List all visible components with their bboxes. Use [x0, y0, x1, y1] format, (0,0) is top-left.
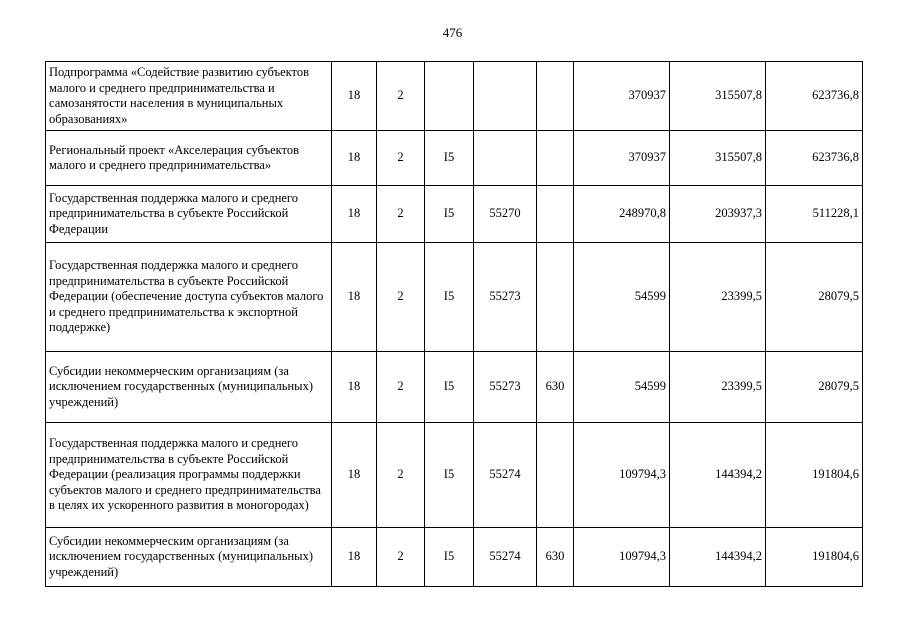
cell-pr: I5 [425, 131, 474, 186]
cell-vr [537, 131, 574, 186]
table-row [46, 528, 863, 587]
table-row [46, 62, 863, 131]
table-row [46, 352, 863, 423]
cell-value-2: 23399,5 [670, 352, 766, 423]
cell-value-2: 144394,2 [670, 423, 766, 528]
cell-value-2: 23399,5 [670, 243, 766, 352]
cell-rz: 2 [377, 423, 425, 528]
cell-cs: 55274 [474, 528, 537, 587]
cell-value-3: 623736,8 [766, 62, 863, 131]
row-name: Субсидии некоммерческим организациям (за исключением государственных (муниципальных) учреждений) [46, 528, 332, 587]
cell-vr [537, 186, 574, 243]
cell-gr: 18 [332, 131, 377, 186]
cell-rz: 2 [377, 243, 425, 352]
cell-value-1: 370937 [574, 62, 670, 131]
cell-rz: 2 [377, 528, 425, 587]
row-name: Государственная поддержка малого и среднего предпринимательства в субъекте Российской Федерации [46, 186, 332, 243]
cell-gr: 18 [332, 528, 377, 587]
cell-pr: I5 [425, 423, 474, 528]
cell-gr: 18 [332, 62, 377, 131]
row-name: Субсидии некоммерческим организациям (за исключением государственных (муниципальных) учреждений) [46, 352, 332, 423]
cell-rz: 2 [377, 62, 425, 131]
cell-cs [474, 131, 537, 186]
cell-rz: 2 [377, 186, 425, 243]
cell-gr: 18 [332, 186, 377, 243]
cell-cs: 55273 [474, 243, 537, 352]
cell-rz: 2 [377, 131, 425, 186]
cell-gr: 18 [332, 423, 377, 528]
cell-value-3: 28079,5 [766, 243, 863, 352]
cell-pr [425, 62, 474, 131]
cell-value-3: 191804,6 [766, 528, 863, 587]
cell-pr: I5 [425, 352, 474, 423]
cell-pr: I5 [425, 528, 474, 587]
cell-cs [474, 62, 537, 131]
cell-value-1: 248970,8 [574, 186, 670, 243]
row-name: Подпрограмма «Содействие развитию субъектов малого и среднего предпринимательства и самозанятости населения в муниципальных образованиях» [46, 62, 332, 131]
cell-rz: 2 [377, 352, 425, 423]
cell-value-1: 54599 [574, 243, 670, 352]
cell-pr: I5 [425, 243, 474, 352]
cell-gr: 18 [332, 243, 377, 352]
cell-gr: 18 [332, 352, 377, 423]
cell-cs: 55273 [474, 352, 537, 423]
table-row [46, 423, 863, 528]
row-name: Региональный проект «Акселерация субъектов малого и среднего предпринимательства» [46, 131, 332, 186]
cell-value-3: 191804,6 [766, 423, 863, 528]
cell-value-2: 203937,3 [670, 186, 766, 243]
budget-table [45, 61, 863, 587]
table-row [46, 243, 863, 352]
page-number: 476 [442, 25, 463, 40]
cell-cs: 55274 [474, 423, 537, 528]
cell-vr [537, 423, 574, 528]
cell-value-1: 109794,3 [574, 423, 670, 528]
cell-value-1: 54599 [574, 352, 670, 423]
cell-value-1: 109794,3 [574, 528, 670, 587]
row-name: Государственная поддержка малого и среднего предпринимательства в субъекте Российской Федерации (обеспечение доступа субъектов малого и среднего предпринимательства к экспортной поддержке) [46, 243, 332, 352]
cell-value-1: 370937 [574, 131, 670, 186]
cell-value-2: 315507,8 [670, 131, 766, 186]
cell-value-2: 315507,8 [670, 62, 766, 131]
cell-value-3: 623736,8 [766, 131, 863, 186]
cell-vr [537, 62, 574, 131]
cell-vr: 630 [537, 528, 574, 587]
cell-value-2: 144394,2 [670, 528, 766, 587]
table-row [46, 186, 863, 243]
cell-value-3: 28079,5 [766, 352, 863, 423]
cell-value-3: 511228,1 [766, 186, 863, 243]
table-row [46, 131, 863, 186]
cell-vr [537, 243, 574, 352]
cell-cs: 55270 [474, 186, 537, 243]
row-name: Государственная поддержка малого и среднего предпринимательства в субъекте Российской Федерации (реализация программы поддержки субъектов малого и среднего предпринимательства в целях их ускоренного развития в моногородах) [46, 423, 332, 528]
cell-pr: I5 [425, 186, 474, 243]
cell-vr: 630 [537, 352, 574, 423]
